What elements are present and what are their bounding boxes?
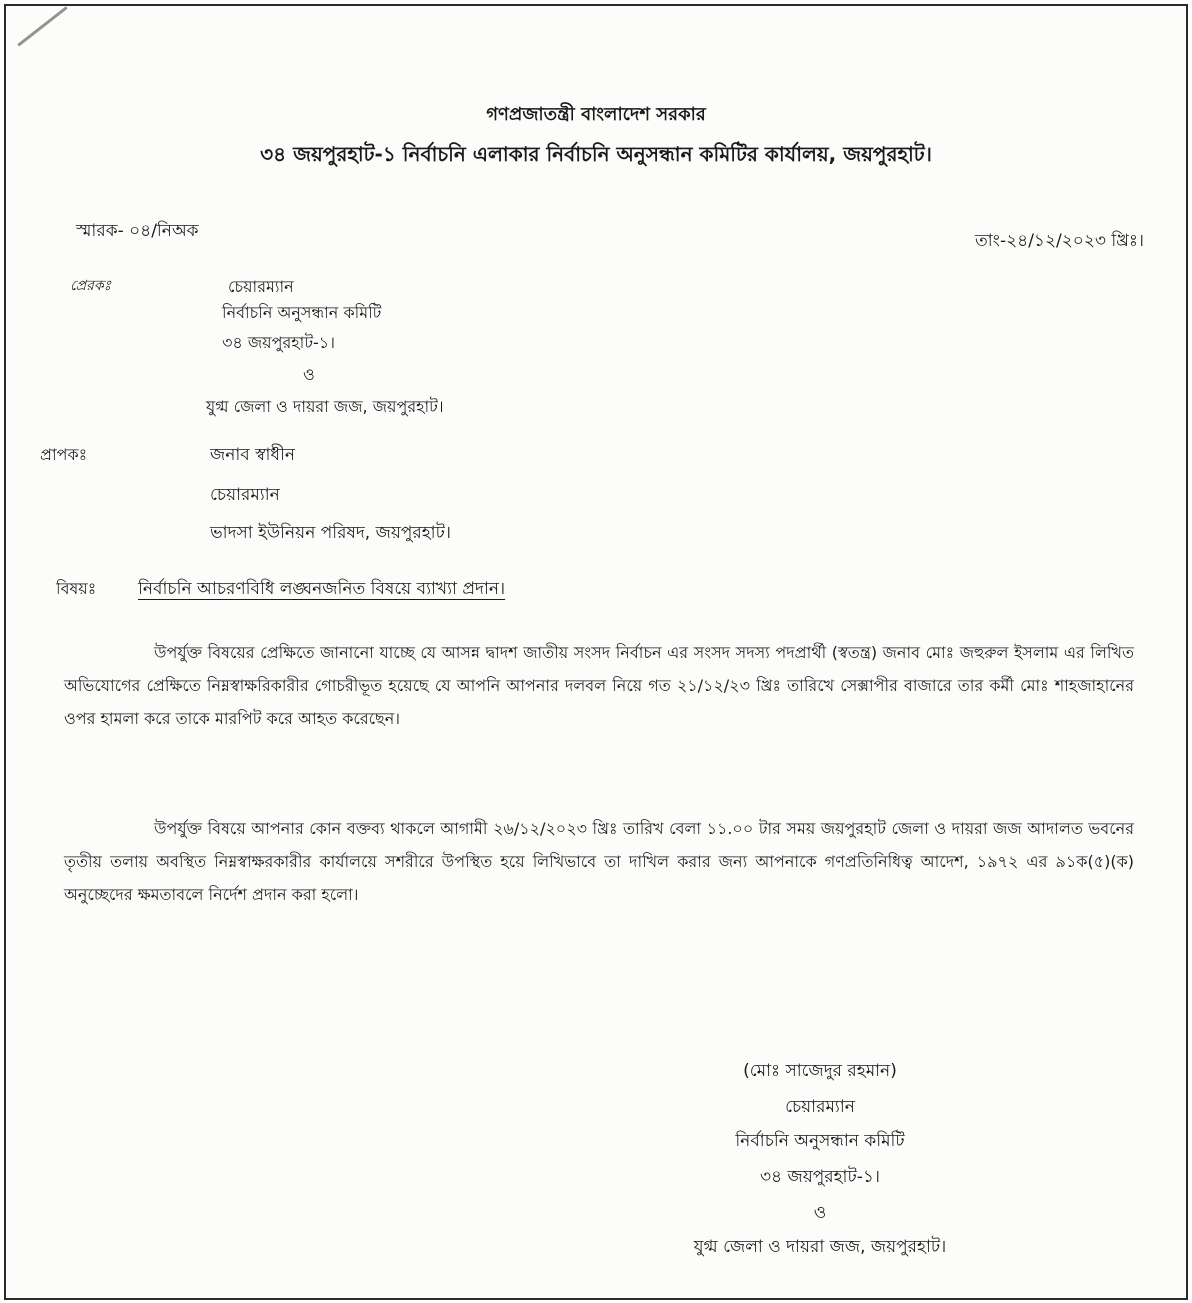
body-paragraph: উপর্যুক্ত বিষয়ে আপনার কোন বক্তব্য থাকলে আগামী ২৬/১২/২০২৩ খ্রিঃ তারিখ বেলা ১১.০০ টার সময় জয়পুরহাট জেলা ও দায়রা জজ আদালত ভবনের তৃতীয় তলায় অবস্থিত নিম্নস্বাক্ষরকারীর কার্যালয়ে সশরীরে উপস্থিত হয়ে লিখিভাবে তা দাখিল করার জন্য আপনাকে গণপ্রতিনিধিত্ব আদেশ, ১৯৭২ এর ৯১ক(৫)(ক) অনুচ্ছেদের ক্ষমতাবলে নির্দেশ প্রদান করা হলো।: [64, 819, 1134, 904]
office-title: ৩৪ জয়পুরহাট-১ নির্বাচনি এলাকার নির্বাচনি অনুসন্ধান কমিটির কার্যালয়, জয়পুরহাট।: [260, 142, 932, 166]
receiver-line: চেয়ারম্যান: [210, 485, 280, 505]
memo-date: তাং-২৪/১২/২০২৩ খ্রিঃ।: [974, 231, 1144, 251]
signatory-line: নির্বাচনি অনুসন্ধান কমিটি: [735, 1131, 905, 1151]
body-paragraph: উপর্যুক্ত বিষয়ের প্রেক্ষিতে জানানো যাচ্ছে যে আসন্ন দ্বাদশ জাতীয় সংসদ নির্বাচন এর সংসদ সদস্য পদপ্রার্থী (স্বতন্ত্র) জনাব মোঃ জহুরুল ইসলাম এর লিখিত অভিযোগের প্রেক্ষিতে নিম্নস্বাক্ষরিকারীর গোচরীভূত হয়েছে যে আপনি আপনার দলবল নিয়ে গত ২১/১২/২৩ খ্রিঃ তারিখে সেক্সাপীর বাজারে তার কর্মী মোঃ শাহজাহানের ওপর হামলা করে তাকে মারপিট করে আহত করেছেন।: [64, 643, 1134, 728]
signatory-name: (মোঃ সাজেদুর রহমান): [743, 1061, 897, 1081]
memo-reference: স্মারক- ০৪/নিঅক: [76, 221, 199, 241]
sender-line: নির্বাচনি অনুসন্ধান কমিটি: [222, 303, 382, 322]
government-title: গণপ্রজাতন্ত্রী বাংলাদেশ সরকার: [486, 104, 706, 125]
sender-line: যুগ্ম জেলা ও দায়রা জজ, জয়পুরহাট।: [206, 397, 444, 416]
signatory-line: ও: [813, 1203, 827, 1223]
sender-line: চেয়ারম্যান: [228, 277, 294, 296]
subject-label: বিষয়ঃ: [56, 579, 97, 598]
receiver-line: জনাব স্বাধীন: [210, 445, 295, 465]
receiver-line: ভাদসা ইউনিয়ন পরিষদ, জয়পুরহাট।: [210, 523, 451, 543]
subject-text: নির্বাচনি আচরণবিধি লঙ্ঘনজনিত বিষয়ে ব্যাখ্যা প্রদান।: [138, 579, 506, 599]
sender-label: প্রেরকঃ: [70, 278, 112, 294]
signatory-line: যুগ্ম জেলা ও দায়রা জজ, জয়পুরহাট।: [693, 1237, 947, 1257]
signatory-line: ৩৪ জয়পুরহাট-১।: [760, 1167, 880, 1187]
sender-line: ও: [303, 365, 315, 384]
receiver-label: প্রাপকঃ: [40, 445, 88, 464]
signatory-line: চেয়ারম্যান: [785, 1097, 855, 1117]
sender-line: ৩৪ জয়পুরহাট-১।: [222, 333, 335, 352]
